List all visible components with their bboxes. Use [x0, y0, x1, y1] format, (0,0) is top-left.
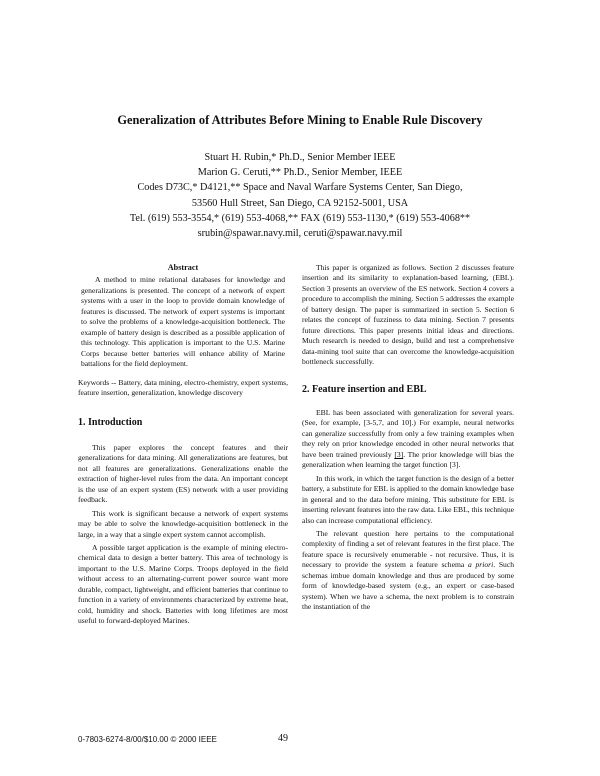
address-line: 53560 Hull Street, San Diego, CA 92152-5001, USA	[191, 197, 409, 209]
author-line: Marion G. Ceruti,** Ph.D., Senior Member, IEEE	[197, 167, 403, 179]
text-span: The relevant question here pertains to the computational complexity of finding a set of relevant features in the first place. The feature space is recursively enumerable - not recursive. Thus, it is necessary to provide the system a feature schema	[302, 528, 514, 570]
abstract-text: A method to mine relational databases for knowledge and generalizations is presented. The concept of a network of expert systems with a user in the loop to provide domain knowledge of features is discussed. The network of expert systems is important to solve the problems of a knowledge-acquisition bottleneck. The example of battery design is described as a possible application of this technology. This application is important to the U.S. Marine Corps because better batteries will enhance ability of Marine battalions for the field deployment.	[81, 275, 285, 369]
emphasis-text: a priori	[467, 560, 494, 570]
paragraph: This paper explores the concept features and their generalizations for data mining. All generalizations are features, but not all features are generalizations. Generalizations enable the extraction of higher-level rules from the data. An important concept is the use of an expert system (ES) network with a user providing feedback.	[78, 442, 288, 505]
citation-link[interactable]: [3]	[394, 449, 404, 459]
page-number: 49	[278, 733, 288, 744]
text-span: . Such schemas imbue domain knowledge and thus are produced by some form of knowledge-based system (e.g., an expert or case-based system). When we have a schema, the next problem is to constrain the instantiation of the	[302, 560, 515, 612]
paragraph: In this work, in which the target function is the design of a better battery, a substitute for EBL is applied to the domain knowledge base in general and to the data before mining. This substitute for EBL is inserting relevant features into the raw data. Like EBL, this technique also can increase computational efficiency.	[302, 473, 514, 525]
phone-line: Tel. (619) 553-3554,* (619) 553-4068,** FAX (619) 553-1130,* (619) 553-4068**	[129, 212, 471, 224]
right-column	[302, 263, 514, 616]
paragraph	[302, 408, 514, 471]
paper-title: Generalization of Attributes Before Mining to Enable Rule Discovery	[117, 113, 483, 127]
author-block	[60, 150, 540, 241]
paragraph	[302, 529, 514, 613]
section-heading-feature-insertion: 2. Feature insertion and EBL	[302, 383, 427, 395]
left-column	[78, 263, 288, 630]
paragraph: A possible target application is the example of mining electro-chemical data to design a better battery. This area of technology is important to the U.S. Marine Corps. Troops deployed in the field without access to an alternating-current power source want more durable, compact, lightweight, and efficient batteries that continue to function in a variety of environments characterized by extreme heat, cold, humidity and shock. Batteries with long lifetimes are most useful to forward-deployed Marines.	[78, 542, 288, 626]
abstract-heading: Abstract	[167, 263, 199, 272]
author-line: Stuart H. Rubin,* Ph.D., Senior Member IEEE	[204, 152, 396, 163]
paragraph: This paper is organized as follows. Section 2 discusses feature insertion and its similarity to explanation-based learning, (EBL). Section 3 presents an overview of the ES network. Section 4 covers a procedure to accomplish the mining. Section 5 addresses the example of battery design. The paper is summarized in section 5. Section 6 relates the concept of fuzziness to data mining. Section 7 presents future directions. This paper presents initial ideas and directions. Much research is needed to design, build and test a comprehensive data-mining tool suite that can overcome the knowledge-acquisition bottleneck successfully.	[302, 263, 514, 367]
section-heading-introduction: 1. Introduction	[78, 417, 143, 429]
keywords: Keywords -- Battery, data mining, electro-chemistry, expert systems, feature insertion, generalization, knowledge discovery	[78, 377, 288, 397]
copyright-line: 0-7803-6274-8/00/$10.00 © 2000 IEEE	[78, 735, 217, 744]
text-span: EBL has been associated with generalization for several years. (See, for example, [3-5,7, and 10].) For example, neural networks can generalize successfully from only a few training examples when they rely on prior knowledge encoded in other neural networks that have been trained previously	[302, 407, 514, 459]
text-span: . The prior knowledge will bias the generalization when learning the target function [3].	[302, 449, 514, 470]
email-line: srubin@spawar.navy.mil, ceruti@spawar.navy.mil	[197, 228, 403, 240]
affiliation-line: Codes D73C,* D4121,** Space and Naval Warfare Systems Center, San Diego,	[137, 182, 463, 194]
paragraph: This work is significant because a network of expert systems may be able to solve the knowledge-acquisition bottleneck in the large, in a way that a single expert system cannot accomplish.	[78, 508, 288, 539]
